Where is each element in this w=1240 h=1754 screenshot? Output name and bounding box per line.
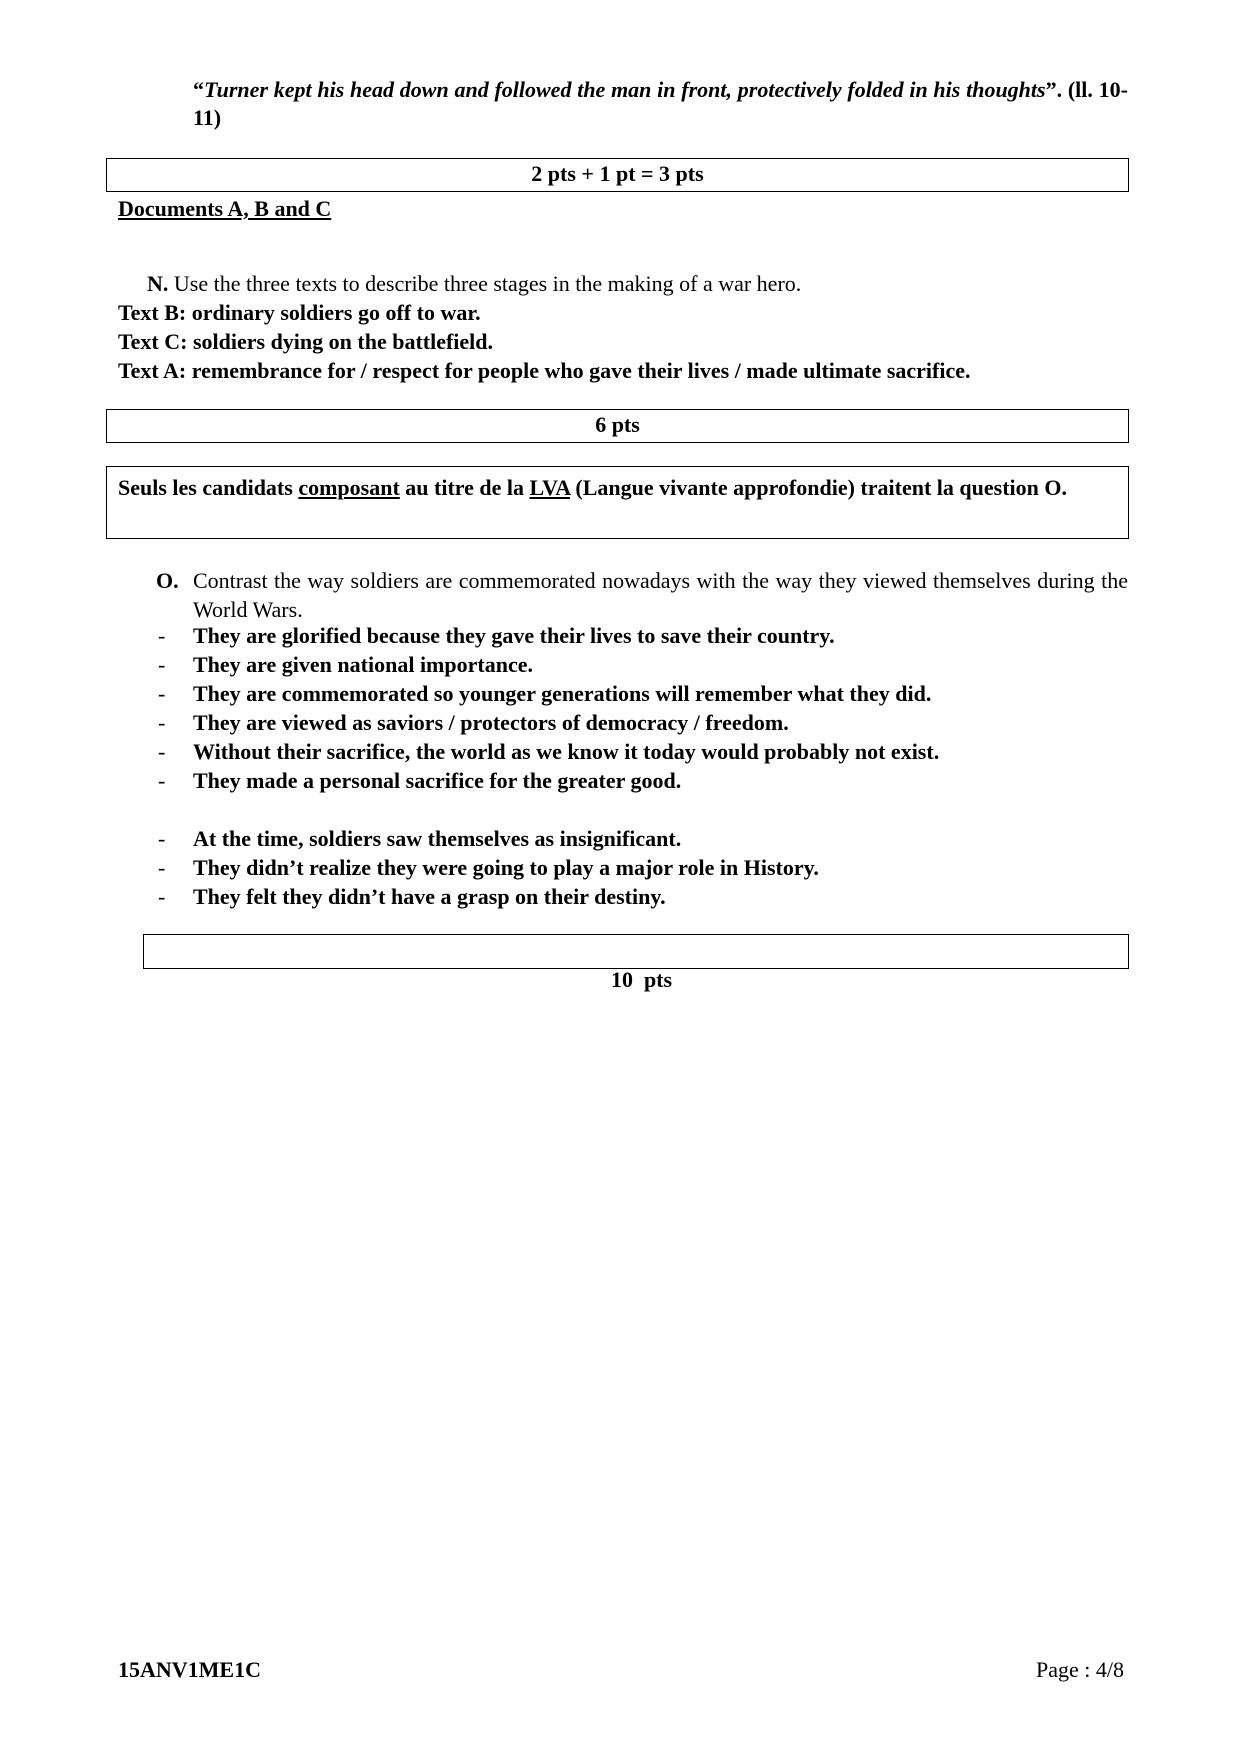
notice-part-2: composant [298, 475, 400, 500]
answer-o-8: They didn’t realize they were going to play a major role in History. [193, 855, 819, 880]
lva-notice-box [106, 466, 1129, 539]
answer-n-1: Text B: ordinary soldiers go off to war. [118, 300, 481, 325]
bullet-dash: - [158, 739, 166, 764]
quote-line-ref: . (ll. 10-11) [193, 77, 1128, 130]
quote-text: Turner kept his head down and followed the man in front, protectively folded in his thoughts [204, 77, 1046, 102]
footer-exam-code: 15ANV1ME1C [118, 1657, 261, 1682]
answer-o-1: They are glorified because they gave their lives to save their country. [193, 623, 835, 648]
notice-part-1: Seuls les candidats [118, 475, 299, 500]
score-box-2 [106, 409, 1129, 443]
score-box-1 [106, 158, 1129, 192]
notice-part-5: (Langue vivante approfondie) traitent la question O. [569, 475, 1067, 500]
bullet-dash: - [158, 826, 166, 851]
bullet-dash: - [158, 681, 166, 706]
question-o-label: O. [156, 568, 179, 593]
question-n-label: N. [147, 271, 169, 296]
bullet-dash: - [158, 768, 166, 793]
answer-o-5: Without their sacrifice, the world as we know it today would probably not exist. [193, 739, 940, 764]
score-text-2: 6 pts [595, 412, 640, 437]
question-n [147, 269, 801, 298]
answer-n-2: Text C: soldiers dying on the battlefield. [118, 329, 494, 354]
bullet-dash: - [158, 855, 166, 880]
bullet-dash: - [158, 710, 166, 735]
answer-o-4: They are viewed as saviors / protectors of democracy / freedom. [193, 710, 789, 735]
notice-part-3: au titre de la [399, 475, 530, 500]
notice-part-4: LVA [529, 475, 570, 500]
quote-close-mark: ” [1045, 77, 1057, 102]
answer-o-9: They felt they didn’t have a grasp on their destiny. [193, 884, 666, 909]
score-text-1: 2 pts + 1 pt = 3 pts [531, 161, 704, 186]
documents-heading: Documents A, B and C [118, 196, 332, 221]
quote-open-mark: “ [193, 77, 204, 102]
bullet-dash: - [158, 652, 166, 677]
score-text-3: 10 pts [610, 967, 673, 992]
quote-paragraph [193, 76, 1128, 132]
answer-o-3: They are commemorated so younger generations will remember what they did. [193, 681, 932, 706]
question-o-text: Contrast the way soldiers are commemorated nowadays with the way they viewed themselves during the World Wars. [193, 568, 1128, 622]
answer-n-3: Text A: remembrance for / respect for people who gave their lives / made ultimate sacrifice. [118, 358, 971, 383]
bullet-dash: - [158, 884, 166, 909]
answer-o-7: At the time, soldiers saw themselves as insignificant. [193, 826, 682, 851]
bullet-dash: - [158, 623, 166, 648]
footer-page-number: Page : 4/8 [1036, 1657, 1124, 1682]
score-box-3 [143, 934, 1129, 992]
question-o [156, 566, 1128, 624]
answer-o-2: They are given national importance. [193, 652, 533, 677]
question-n-text: Use the three texts to describe three stages in the making of a war hero. [168, 271, 802, 296]
answer-o-6: They made a personal sacrifice for the greater good. [193, 768, 682, 793]
